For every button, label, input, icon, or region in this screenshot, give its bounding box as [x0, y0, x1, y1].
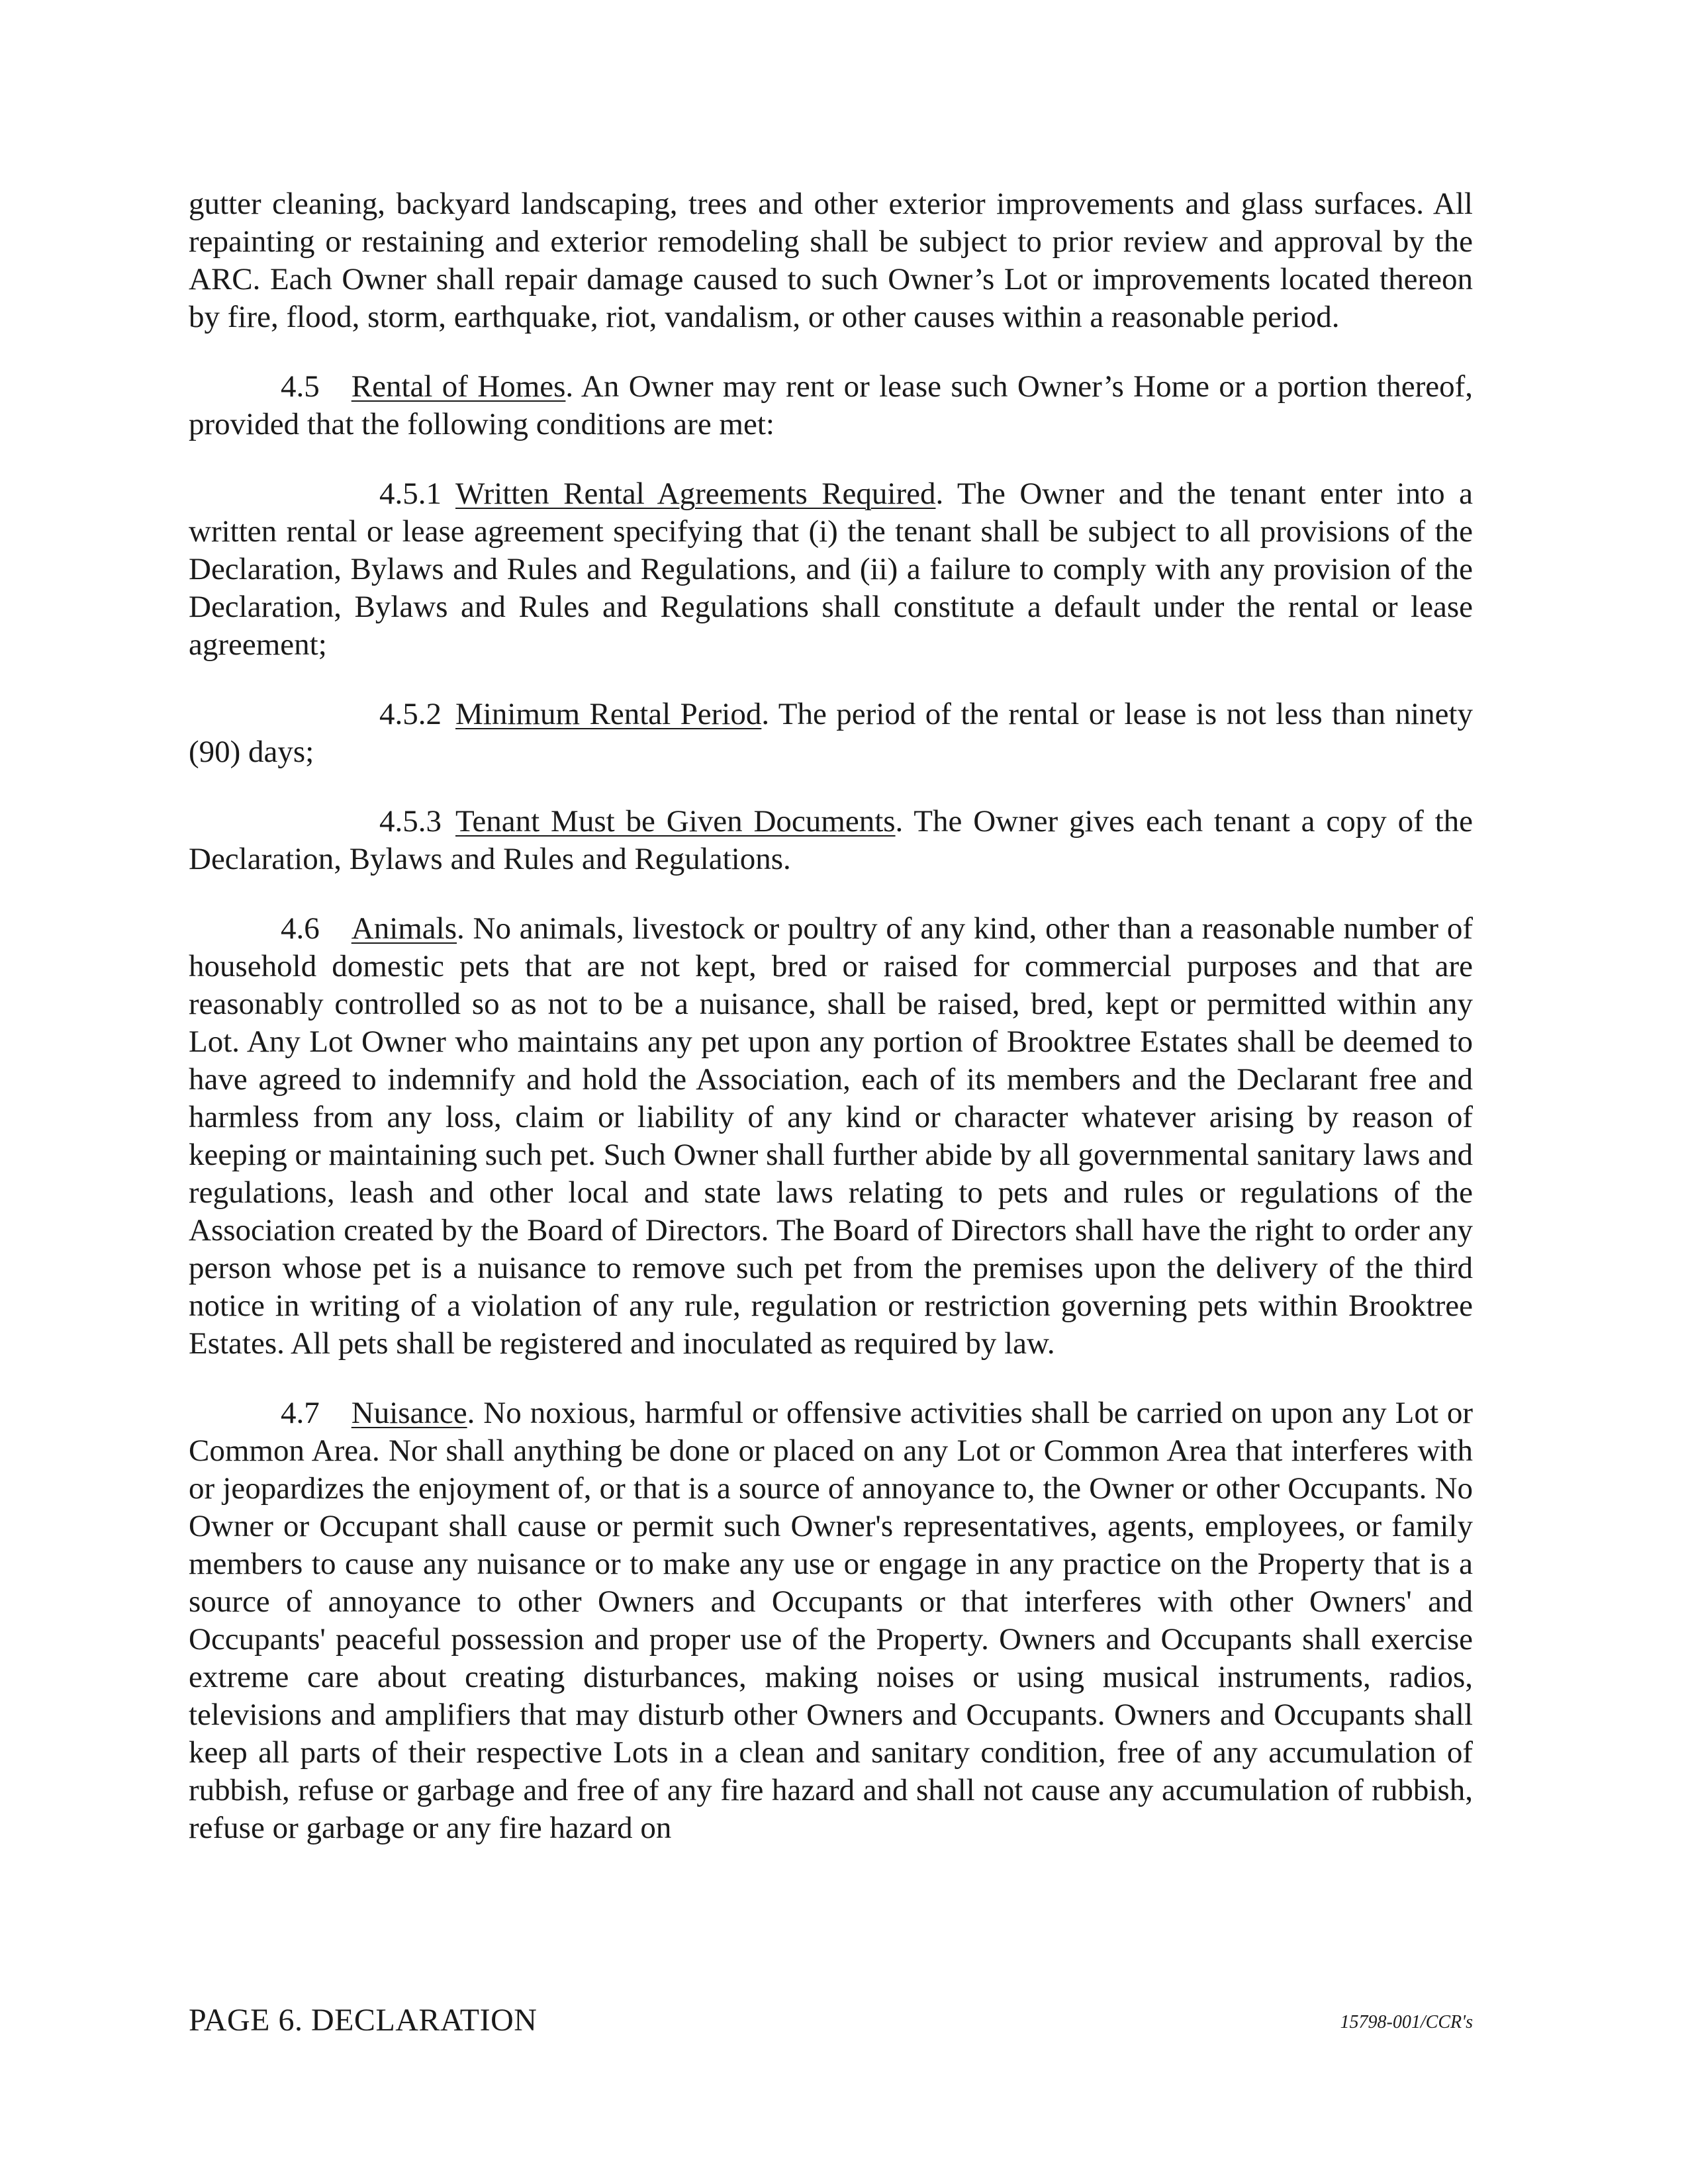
document-body	[189, 185, 1473, 1879]
section-number: 4.5.3	[379, 804, 442, 839]
paragraph-text: . The period of the rental or lease is not less than ninety (90) days;	[189, 697, 1473, 769]
paragraph-text: . No noxious, harmful or offensive activities shall be carried on upon any Lot or Common Area. Nor shall anything be done or placed on any Lot or Common Area that interferes with or jeopardizes the enjoyment of, or that is a source of annoyance to, the Owner or other Occupants. No Owner or Occupant shall cause or permit such Owner's representatives, agents, employees, or family members to cause any nuisance or to make any use or engage in any practice on the Property that is a source of annoyance to other Owners and Occupants or that interferes with other Owners' and Occupants' peaceful possession and proper use of the Property. Owners and Occupants shall exercise extreme care about creating disturbances, making noises or using musical instruments, radios, televisions and amplifiers that may disturb other Owners and Occupants. Owners and Occupants shall keep all parts of their respective Lots in a clean and sanitary condition, free of any accumulation of rubbish, refuse or garbage and free of any fire hazard and shall not cause any accumulation of rubbish, refuse or garbage or any fire hazard on	[189, 1396, 1473, 1845]
section-4-5-2-minimum-rental-period	[189, 696, 1473, 771]
section-number: 4.5.2	[379, 697, 442, 731]
section-number: 4.5	[281, 369, 320, 404]
paragraph-text: . No animals, livestock or poultry of any kind, other than a reasonable number of household domestic pets that are not kept, bred or raised for commercial purposes and that are reasonably controlled so as not to be a nuisance, shall be raised, bred, kept or permitted within any Lot. Any Lot Owner who maintains any pet upon any portion of Brooktree Estates shall be deemed to have agreed to indemnify and hold the Association, each of its members and the Declarant free and harmless from any loss, claim or liability of any kind or character whatever arising by reason of keeping or maintaining such pet. Such Owner shall further abide by all governmental sanitary laws and regulations, leash and other local and state laws relating to pets and rules or regulations of the Association created by the Board of Directors. The Board of Directors shall have the right to order any person whose pet is a nuisance to remove such pet from the premises upon the delivery of the third notice in writing of a violation of any rule, regulation or restriction governing pets within Brooktree Estates. All pets shall be registered and inoculated as required by law.	[189, 911, 1473, 1361]
section-4-5-3-tenant-documents	[189, 803, 1473, 878]
section-number: 4.7	[281, 1396, 320, 1430]
section-caption: Nuisance	[351, 1396, 467, 1430]
paragraph-text: . An Owner may rent or lease such Owner’s Home or a portion thereof, provided that the following conditions are met:	[189, 369, 1473, 441]
paragraph-text: . The Owner gives each tenant a copy of the Declaration, Bylaws and Rules and Regulations.	[189, 804, 1473, 876]
document-code: 15798-001/CCR's	[1340, 2012, 1473, 2032]
section-4-6-animals	[189, 910, 1473, 1363]
section-caption: Animals	[351, 911, 457, 946]
page-footer-label: PAGE 6. DECLARATION	[189, 2003, 538, 2038]
paragraph-continuation	[189, 185, 1473, 336]
paragraph-text: gutter cleaning, backyard landscaping, trees and other exterior improvements and glass surfaces. All repainting or restaining and exterior remodeling shall be subject to prior review and approval by the ARC. Each Owner shall repair damage caused to such Owner’s Lot or improvements located thereon by fire, flood, storm, earthquake, riot, vandalism, or other causes within a reasonable period.	[189, 187, 1473, 334]
section-number: 4.5.1	[379, 477, 442, 511]
paragraph-text: . The Owner and the tenant enter into a written rental or lease agreement specifying that (i) the tenant shall be subject to all provisions of the Declaration, Bylaws and Rules and Regulations, and (ii) a failure to comply with any provision of the Declaration, Bylaws and Rules and Regulations shall constitute a default under the rental or lease agreement;	[189, 477, 1473, 662]
section-4-5-1-written-rental-agreements	[189, 475, 1473, 664]
section-caption: Rental of Homes	[351, 369, 566, 404]
section-caption: Written Rental Agreements Required	[455, 477, 936, 511]
section-4-7-nuisance	[189, 1394, 1473, 1847]
section-number: 4.6	[281, 911, 320, 946]
section-caption: Minimum Rental Period	[455, 697, 762, 731]
section-4-5-rental-of-homes	[189, 368, 1473, 443]
section-caption: Tenant Must be Given Documents	[455, 804, 896, 839]
